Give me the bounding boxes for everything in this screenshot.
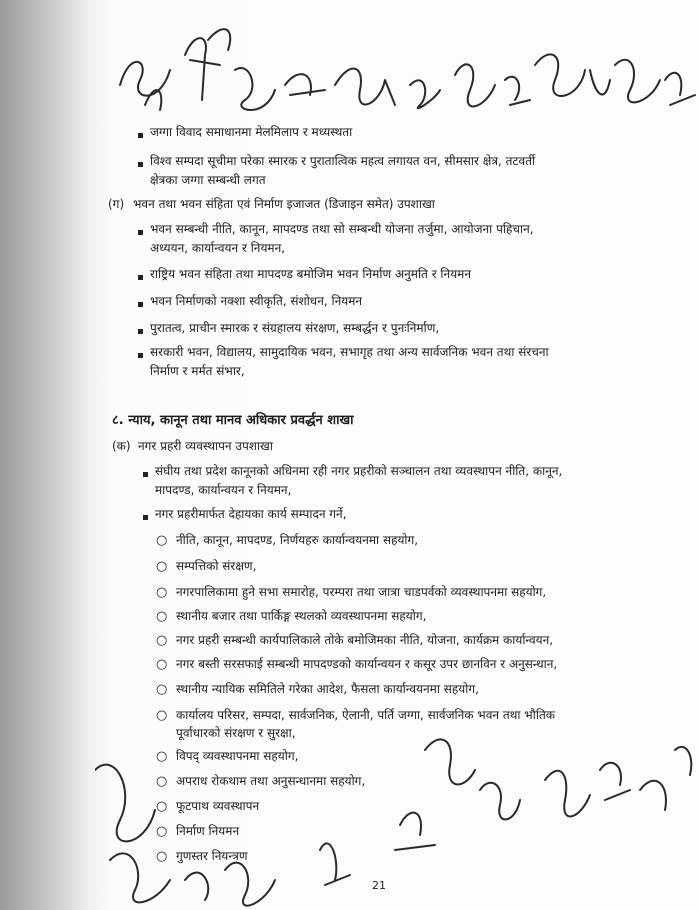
list-item: राष्ट्रिय भवन संहिता तथा मापदण्ड बमोजिम भवन निर्माण अनुमति र नियमन: [150, 267, 471, 281]
list-item: संघीय तथा प्रदेश कानूनको अधिनमा रही नगर प्रहरीको सञ्चालन तथा व्यवस्थापन नीति, कानून,: [155, 464, 563, 478]
subsection-marker: (ग): [108, 197, 125, 211]
list-item: भवन निर्माणको नक्शा स्वीकृति, संशोधन, नियमन: [150, 294, 363, 308]
list-item: स्थानीय न्यायिक समितिले गरेका आदेश, फैसला कार्यान्वयनमा सहयोग,: [176, 682, 479, 696]
bullet: [138, 162, 143, 167]
circle-bullet: ○: [156, 609, 168, 624]
circle-bullet: ○: [156, 708, 168, 723]
list-item-continuation: पूर्वाधारको संरक्षण र सुरक्षा,: [176, 726, 296, 740]
circle-bullet: ○: [156, 559, 168, 574]
list-item-continuation: मापदण्ड, कार्यान्वयन र नियमन,: [155, 483, 292, 497]
list-item: विश्व सम्पदा सूचीमा परेका स्मारक र पुरातात्विक महत्व लगायत वन, सीमसार क्षेत्र, तटवर्ती: [150, 154, 536, 168]
bullet: [138, 353, 143, 358]
subsection-title: भवन तथा भवन संहिता एवं निर्माण इजाजत (डिजाइन समेत) उपशाखा: [133, 197, 435, 211]
list-item-continuation: अध्ययन, कार्यान्वयन र नियमन,: [150, 241, 286, 255]
list-item: अपराध रोकथाम तथा अनुसन्धानमा सहयोग,: [176, 774, 366, 788]
list-item-continuation: निर्माण र मर्मत संभार,: [150, 364, 245, 378]
list-item: फूटपाथ व्यवस्थापन: [176, 799, 260, 813]
circle-bullet: ○: [156, 749, 168, 764]
list-item: पुरातत्व, प्राचीन स्मारक र संग्रहालय संरक्षण, सम्बर्द्धन र पुनःनिर्माण,: [150, 321, 440, 335]
subsection-marker: (क): [112, 439, 131, 453]
list-item: नगर प्रहरीमार्फत देहायका कार्य सम्पादन गर्ने,: [155, 507, 347, 521]
list-item: गुणस्तर नियन्त्रण: [176, 849, 248, 863]
section-heading: ८. न्याय, कानून तथा मानव अधिकार प्रवर्द्धन शाखा: [112, 413, 354, 428]
list-item: नीति, कानून, मापदण्ड, निर्णयहरु कार्यान्वयनमा सहयोग,: [176, 533, 419, 547]
list-item: सम्पत्तिको संरक्षण,: [176, 559, 257, 573]
list-item: निर्माण नियमन: [176, 824, 240, 838]
circle-bullet: ○: [156, 585, 168, 600]
bullet: [138, 302, 143, 307]
list-item: विपद् व्यवस्थापनमा सहयोग,: [176, 749, 299, 763]
list-item: नगरपालिकामा हुने सभा समारोह, परम्परा तथा जात्रा चाडपर्वको व्यवस्थापनमा सहयोग,: [176, 585, 547, 599]
list-item: नगर बस्ती सरसफाई सम्बन्धी मापदण्डको कार्यान्वयन र कसूर उपर छानविन र अनुसन्धान,: [176, 657, 558, 671]
circle-bullet: ○: [156, 682, 168, 697]
bullet: [143, 472, 148, 477]
circle-bullet: ○: [156, 657, 168, 672]
list-item: नगर प्रहरी सम्बन्धी कार्यपालिकाले तोके बमोजिमका नीति, योजना, कार्यक्रम कार्यान्वयन,: [176, 633, 554, 647]
subsection-title: नगर प्रहरी व्यवस्थापन उपशाखा: [138, 439, 273, 453]
bullet: [138, 275, 143, 280]
bullet: [138, 329, 143, 334]
bullet: [143, 515, 148, 520]
circle-bullet: ○: [156, 533, 168, 548]
circle-bullet: ○: [156, 824, 168, 839]
list-item: स्थानीय बजार तथा पार्किङ्ग स्थलको व्यवस्थापनमा सहयोग,: [176, 609, 427, 623]
circle-bullet: ○: [156, 633, 168, 648]
bullet: [138, 133, 143, 138]
list-item: कार्यालय परिसर, सम्पदा, सार्वजनिक, ऐलानी, पर्ति जग्गा, सार्वजनिक भवन तथा भौतिक: [176, 708, 555, 722]
circle-bullet: ○: [156, 849, 168, 864]
list-item: भवन सम्बन्धी नीति, कानून, मापदण्ड तथा सो सम्बन्धी योजना तर्जुमा, आयोजना पहिचान,: [150, 222, 534, 236]
list-item: जग्गा विवाद समाधानमा मेलमिलाप र मध्यस्थता: [150, 125, 353, 139]
bullet: [138, 230, 143, 235]
list-item-continuation: क्षेत्रका जग्गा सम्बन्धी लगत: [150, 173, 266, 187]
circle-bullet: ○: [156, 774, 168, 789]
list-item: सरकारी भवन, विद्यालय, सामुदायिक भवन, सभागृह तथा अन्य सार्वजनिक भवन तथा संरचना: [150, 345, 549, 359]
circle-bullet: ○: [156, 799, 168, 814]
page-number: 21: [372, 879, 386, 892]
